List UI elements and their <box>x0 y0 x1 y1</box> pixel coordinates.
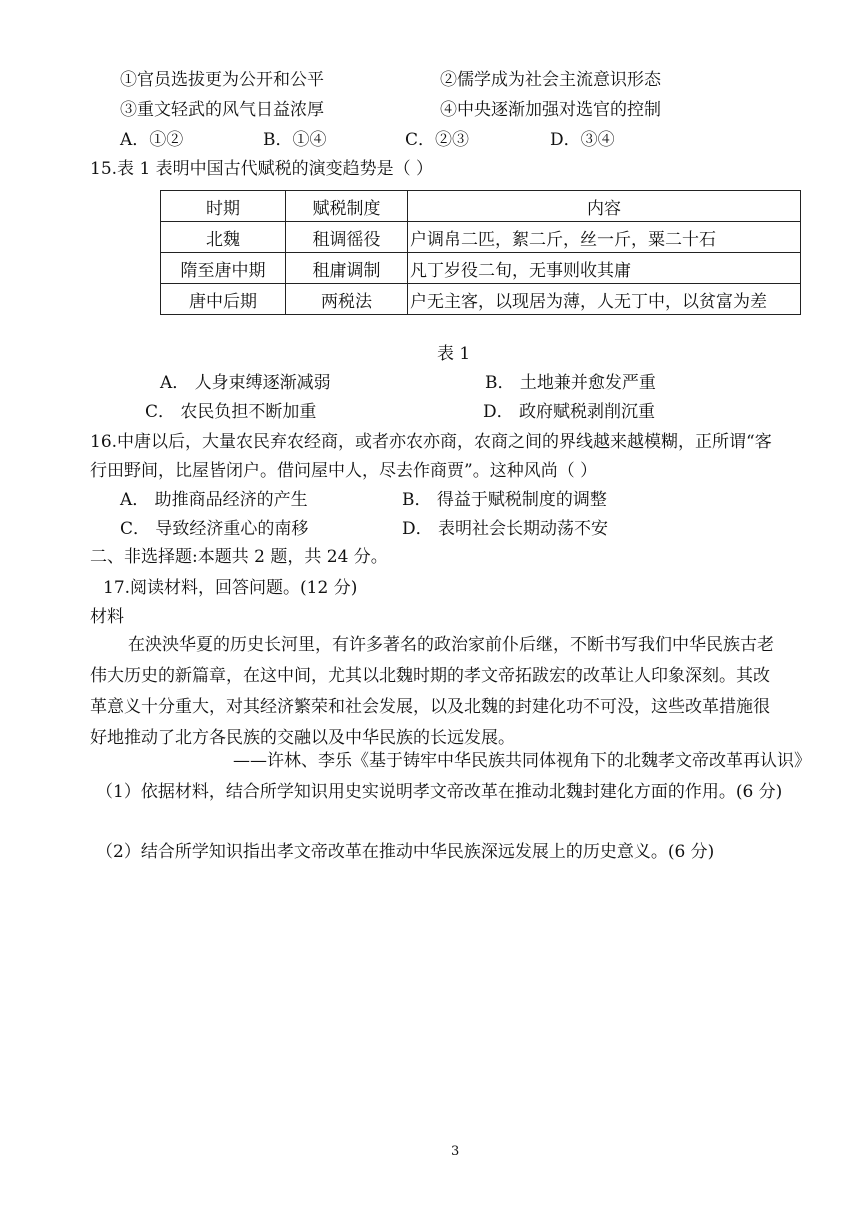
q17-sub-question-1: （1）依据材料，结合所学知识用史实说明孝文帝改革在推动北魏封建化方面的作用。(6 分) <box>96 782 783 802</box>
q14-option-d: D．③④ <box>550 130 615 150</box>
q14-option-b: B．①④ <box>263 130 327 150</box>
q14-option-c: C．②③ <box>405 130 470 150</box>
q16-stem-line-1: 16.中唐以后，大量农民弃农经商，或者亦农亦商，农商之间的界线越来越模糊，正所谓“客 <box>90 432 772 452</box>
material-line-1: 在泱泱华夏的历史长河里，有许多著名的政治家前仆后继，不断书写我们中华民族古老 <box>128 635 774 655</box>
table-cell: 户无主客，以现居为薄，人无丁中，以贫富为差 <box>408 284 801 315</box>
table-row <box>161 222 801 253</box>
section-heading: 二、非选择题:本题共 2 题，共 24 分。 <box>90 547 388 567</box>
q15-stem: 15.表 1 表明中国古代赋税的演变趋势是（ ） <box>90 159 434 179</box>
table-cell: 租调徭役 <box>286 222 408 253</box>
table-caption: 表 1 <box>437 344 471 364</box>
table-cell: 户调帛二匹，絮二斤，丝一斤，粟二十石 <box>408 222 801 253</box>
material-source: ——许林、李乐《基于铸牢中华民族共同体视角下的北魏孝文帝改革再认识》 <box>233 751 811 771</box>
table-cell: 隋至唐中期 <box>161 253 286 284</box>
table-header: 内容 <box>408 191 801 222</box>
material-line-3: 革意义十分重大，对其经济繁荣和社会发展，以及北魏的封建化功不可没，这些改革措施很 <box>90 697 770 717</box>
table-cell: 唐中后期 <box>161 284 286 315</box>
tax-table <box>160 190 801 315</box>
q16-option-d: D． 表明社会长期动荡不安 <box>402 519 609 539</box>
table-header-row <box>161 191 801 222</box>
q17-sub-question-2: （2）结合所学知识指出孝文帝改革在推动中华民族深远发展上的历史意义。(6 分) <box>96 842 715 862</box>
table-cell: 两税法 <box>286 284 408 315</box>
q16-stem-line-2: 行田野间，比屋皆闭户。借问屋中人，尽去作商贾”。这种风尚（ ） <box>90 461 598 481</box>
table-row <box>161 253 801 284</box>
q14-statement-3: ③重文轻武的风气日益浓厚 <box>120 100 324 120</box>
q16-option-a: A． 助推商品经济的产生 <box>120 490 308 510</box>
q15-option-b: B． 土地兼并愈发严重 <box>485 373 656 393</box>
table-row <box>161 284 801 315</box>
q14-option-a: A．①② <box>120 130 184 150</box>
material-label: 材料 <box>90 607 124 627</box>
page-number: 3 <box>451 1144 460 1159</box>
q17-stem: 17.阅读材料，回答问题。(12 分) <box>103 578 358 598</box>
q14-statement-4: ④中央逐渐加强对选官的控制 <box>440 100 661 120</box>
material-line-4: 好地推动了北方各民族的交融以及中华民族的长远发展。 <box>90 728 515 748</box>
q15-option-a: A． 人身束缚逐渐减弱 <box>160 373 331 393</box>
table-cell: 租庸调制 <box>286 253 408 284</box>
q14-statement-1: ①官员选拔更为公开和公平 <box>120 70 324 90</box>
table-cell: 北魏 <box>161 222 286 253</box>
material-line-2: 伟大历史的新篇章，在这中间，尤其以北魏时期的孝文帝拓跋宏的改革让人印象深刻。其改 <box>90 666 770 686</box>
q15-option-c: C． 农民负担不断加重 <box>145 402 317 422</box>
table-header: 赋税制度 <box>286 191 408 222</box>
q14-statement-2: ②儒学成为社会主流意识形态 <box>440 70 661 90</box>
q16-option-c: C． 导致经济重心的南移 <box>120 519 309 539</box>
q16-option-b: B． 得益于赋税制度的调整 <box>402 490 607 510</box>
q15-option-d: D． 政府赋税剥削沉重 <box>483 402 656 422</box>
table-header: 时期 <box>161 191 286 222</box>
table-cell: 凡丁岁役二旬，无事则收其庸 <box>408 253 801 284</box>
